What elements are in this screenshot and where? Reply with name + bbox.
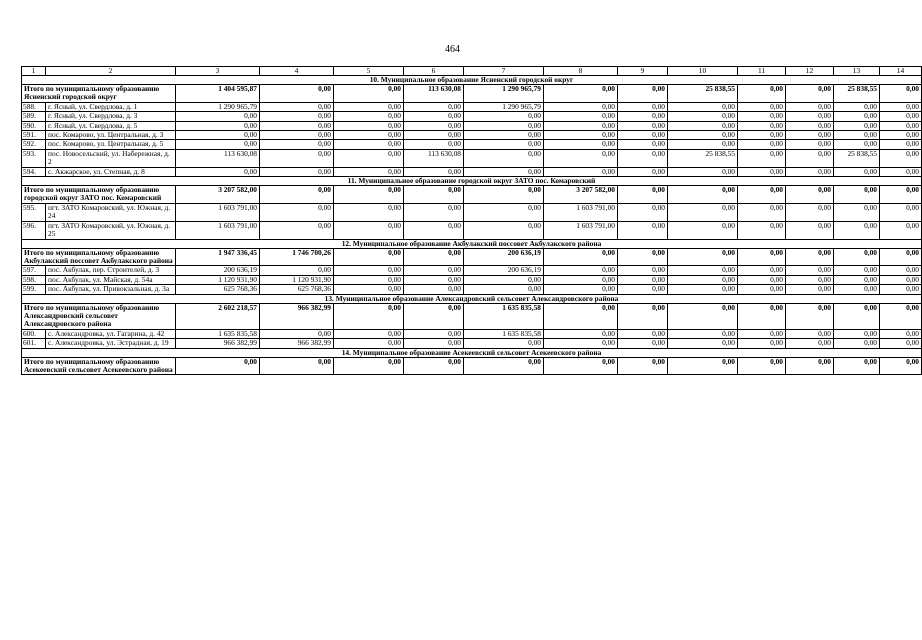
row-value: 1 603 791,00 [544,203,618,221]
row-value: 0,00 [544,339,618,348]
row-value: 0,00 [176,121,260,130]
column-number: 4 [260,67,334,76]
section-title: 10. Муниципальное образование Ясненский городской округ [22,76,922,85]
row-value: 0,00 [544,266,618,275]
row-value: 0,00 [834,167,880,176]
row-number: 595. [22,203,46,221]
row-value: 0,00 [176,131,260,140]
row-value: 1 290 965,79 [464,102,544,111]
row-address: с. Александровка, ул. Гагарина, д. 42 [46,329,176,338]
row-value: 0,00 [738,285,786,294]
row-value: 0,00 [464,121,544,130]
row-value: 25 838,55 [834,149,880,167]
row-value: 0,00 [786,131,834,140]
data-table [21,66,922,375]
row-number: 601. [22,339,46,348]
total-value: 3 207 582,00 [544,186,618,204]
row-value: 0,00 [668,102,738,111]
section-title: 11. Муниципальное образование городской округ ЗАТО пос. Комаровский [22,177,922,186]
section-title: 14. Муниципальное образование Асекеевский сельсовет Асекеевского района [22,348,922,357]
row-value: 0,00 [334,121,404,130]
row-address: г. Ясный, ул. Свердлова, д. 1 [46,102,176,111]
total-value: 0,00 [176,357,260,375]
row-value: 0,00 [880,329,922,338]
row-address: с. Александровка, ул. Эстрадная, д. 19 [46,339,176,348]
row-value: 0,00 [786,285,834,294]
row-value: 0,00 [404,121,464,130]
column-number: 7 [464,67,544,76]
row-value: 0,00 [464,140,544,149]
row-value: 0,00 [786,203,834,221]
row-value: 0,00 [334,285,404,294]
row-value: 0,00 [880,266,922,275]
total-value: 0,00 [738,248,786,266]
row-value: 0,00 [334,339,404,348]
total-value: 0,00 [738,85,786,103]
row-value: 0,00 [618,167,668,176]
row-value: 0,00 [668,275,738,284]
row-address: г. Ясный, ул. Свердлова, д. 3 [46,112,176,121]
total-value: 0,00 [880,248,922,266]
row-number: 596. [22,221,46,239]
total-value: 0,00 [668,248,738,266]
row-value: 0,00 [334,131,404,140]
total-value: 0,00 [834,357,880,375]
row-number: 594. [22,167,46,176]
row-value: 0,00 [544,285,618,294]
row-value: 0,00 [738,121,786,130]
row-value: 0,00 [668,167,738,176]
column-number: 1 [22,67,46,76]
row-address: пгт. ЗАТО Комаровский, ул. Южная, д. 25 [46,221,176,239]
row-value: 0,00 [464,221,544,239]
table-row [22,140,922,149]
row-value: 0,00 [464,167,544,176]
total-value: 0,00 [334,85,404,103]
row-value: 0,00 [668,112,738,121]
row-value: 0,00 [786,275,834,284]
total-value: 1 635 835,58 [464,303,544,329]
row-value: 0,00 [880,102,922,111]
row-value: 0,00 [544,275,618,284]
row-value: 625 768,36 [260,285,334,294]
table-row [22,285,922,294]
row-value: 0,00 [880,112,922,121]
row-value: 0,00 [618,275,668,284]
row-value: 0,00 [176,112,260,121]
row-value: 1 603 791,00 [544,221,618,239]
column-number: 8 [544,67,618,76]
section-title: 13. Муниципальное образование Александровский сельсовет Александровского района [22,294,922,303]
row-value: 0,00 [404,221,464,239]
row-value: 0,00 [668,221,738,239]
total-value: 0,00 [834,186,880,204]
total-value: 0,00 [668,186,738,204]
row-value: 0,00 [176,167,260,176]
total-value: 0,00 [404,357,464,375]
row-value: 0,00 [334,275,404,284]
total-value: 0,00 [618,303,668,329]
row-value: 0,00 [544,140,618,149]
total-value: 25 838,55 [834,85,880,103]
total-value: 0,00 [334,357,404,375]
row-value: 0,00 [618,329,668,338]
total-value: 0,00 [786,248,834,266]
row-value: 0,00 [544,149,618,167]
row-value: 0,00 [786,266,834,275]
column-number: 10 [668,67,738,76]
column-number: 13 [834,67,880,76]
total-value: 3 207 582,00 [176,186,260,204]
row-value: 0,00 [618,140,668,149]
row-address: пос. Новосельский, ул. Набережная, д. 2 [46,149,176,167]
table-row [22,112,922,121]
total-value: 1 746 700,26 [260,248,334,266]
row-value: 0,00 [404,167,464,176]
row-value: 0,00 [334,149,404,167]
row-value: 0,00 [738,112,786,121]
row-value: 0,00 [786,121,834,130]
column-number: 14 [880,67,922,76]
row-value: 0,00 [834,329,880,338]
total-value: 0,00 [786,357,834,375]
row-value: 1 290 965,79 [176,102,260,111]
section-total-row [22,303,922,329]
row-value: 0,00 [668,140,738,149]
row-value: 0,00 [260,221,334,239]
total-value: 200 636,19 [464,248,544,266]
total-value: 1 290 965,79 [464,85,544,103]
row-address: пос. Акбулак, ул. Привокзальная, д. 3а [46,285,176,294]
row-value: 0,00 [618,112,668,121]
row-value: 0,00 [464,131,544,140]
row-value: 0,00 [880,275,922,284]
row-value: 0,00 [834,102,880,111]
total-value: 0,00 [668,357,738,375]
row-value: 0,00 [834,203,880,221]
row-value: 1 120 931,90 [260,275,334,284]
row-value: 113 630,08 [404,149,464,167]
row-value: 0,00 [260,140,334,149]
row-value: 0,00 [834,221,880,239]
total-value: 0,00 [880,357,922,375]
row-value: 0,00 [260,131,334,140]
page-number: 464 [445,44,460,55]
row-value: 0,00 [404,131,464,140]
row-value: 0,00 [834,131,880,140]
total-value: 0,00 [786,85,834,103]
row-value: 0,00 [618,221,668,239]
row-number: 592. [22,140,46,149]
total-label: Итого по муниципальному образованию Ясненский городской округ [22,85,176,103]
section-title: 12. Муниципальное образование Акбулакский поссовет Акбулакского района [22,239,922,248]
row-value: 0,00 [738,140,786,149]
total-value: 0,00 [334,248,404,266]
row-value: 113 630,08 [176,149,260,167]
row-value: 0,00 [786,112,834,121]
row-value: 0,00 [834,140,880,149]
row-value: 0,00 [260,266,334,275]
row-value: 0,00 [618,131,668,140]
row-value: 0,00 [786,339,834,348]
row-value: 0,00 [260,203,334,221]
section-total-row [22,85,922,103]
row-value: 0,00 [260,167,334,176]
row-value: 200 636,19 [176,266,260,275]
section-header-row [22,348,922,357]
row-address: пос. Акбулак, пер. Строителей, д. 3 [46,266,176,275]
row-value: 0,00 [668,339,738,348]
total-label: Итого по муниципальному образованию Александровский сельсовет Александровского района [22,303,176,329]
row-value: 0,00 [786,140,834,149]
row-value: 0,00 [260,121,334,130]
row-value: 0,00 [334,203,404,221]
row-value: 0,00 [260,102,334,111]
row-value: 966 382,99 [176,339,260,348]
row-value: 0,00 [738,339,786,348]
row-value: 0,00 [738,102,786,111]
column-number: 11 [738,67,786,76]
total-value: 0,00 [786,186,834,204]
row-value: 0,00 [738,131,786,140]
column-number: 6 [404,67,464,76]
section-header-row [22,239,922,248]
row-value: 1 120 931,90 [176,275,260,284]
row-address: г. Ясный, ул. Свердлова, д. 5 [46,121,176,130]
row-value: 0,00 [738,167,786,176]
total-value: 0,00 [260,186,334,204]
row-value: 200 636,19 [464,266,544,275]
total-value: 0,00 [260,357,334,375]
row-value: 0,00 [880,221,922,239]
row-value: 0,00 [618,121,668,130]
row-value: 1 635 835,58 [176,329,260,338]
total-value: 113 630,08 [404,85,464,103]
row-number: 591. [22,131,46,140]
row-value: 0,00 [834,339,880,348]
row-value: 0,00 [834,275,880,284]
row-value: 0,00 [880,140,922,149]
row-value: 0,00 [668,203,738,221]
total-value: 0,00 [738,303,786,329]
column-number: 9 [618,67,668,76]
total-value: 0,00 [334,186,404,204]
column-number: 2 [46,67,176,76]
total-value: 0,00 [544,303,618,329]
row-value: 0,00 [786,102,834,111]
total-value: 2 602 218,57 [176,303,260,329]
total-value: 0,00 [404,186,464,204]
row-value: 0,00 [334,266,404,275]
total-value: 0,00 [738,357,786,375]
total-value: 0,00 [404,303,464,329]
row-value: 0,00 [404,275,464,284]
row-value: 0,00 [404,266,464,275]
table-row [22,149,922,167]
row-number: 589. [22,112,46,121]
row-value: 0,00 [834,266,880,275]
row-value: 0,00 [464,285,544,294]
row-number: 600. [22,329,46,338]
row-value: 0,00 [404,102,464,111]
row-value: 0,00 [880,149,922,167]
total-value: 966 382,99 [260,303,334,329]
row-value: 0,00 [834,121,880,130]
row-value: 0,00 [668,121,738,130]
row-value: 0,00 [464,339,544,348]
row-value: 0,00 [404,329,464,338]
column-number: 12 [786,67,834,76]
total-value: 0,00 [544,85,618,103]
table-row [22,339,922,348]
row-value: 0,00 [618,203,668,221]
row-value: 0,00 [834,112,880,121]
section-total-row [22,248,922,266]
row-value: 0,00 [786,329,834,338]
row-value: 0,00 [464,203,544,221]
row-value: 0,00 [544,112,618,121]
row-value: 0,00 [464,112,544,121]
row-value: 0,00 [786,149,834,167]
row-value: 0,00 [618,285,668,294]
total-value: 0,00 [618,186,668,204]
row-value: 0,00 [880,339,922,348]
row-value: 0,00 [464,149,544,167]
row-number: 588. [22,102,46,111]
row-value: 0,00 [334,140,404,149]
section-total-row [22,186,922,204]
row-value: 0,00 [334,221,404,239]
row-value: 0,00 [618,266,668,275]
row-value: 0,00 [544,121,618,130]
total-value: 0,00 [334,303,404,329]
row-number: 593. [22,149,46,167]
row-value: 25 838,55 [668,149,738,167]
total-value: 25 838,55 [668,85,738,103]
total-value: 0,00 [834,303,880,329]
row-value: 0,00 [880,121,922,130]
row-address: пос. Комарово, ул. Центральная, д. 3 [46,131,176,140]
row-address: пгт. ЗАТО Комаровский, ул. Южная, д. 24 [46,203,176,221]
row-value: 0,00 [880,203,922,221]
row-value: 0,00 [738,221,786,239]
row-value: 0,00 [668,285,738,294]
total-value: 0,00 [834,248,880,266]
total-value: 0,00 [668,303,738,329]
row-value: 0,00 [738,329,786,338]
total-label: Итого по муниципальному образованию Асекеевский сельсовет Асекеевского района [22,357,176,375]
total-value: 0,00 [544,248,618,266]
row-value: 0,00 [260,329,334,338]
row-value: 0,00 [464,275,544,284]
section-total-row [22,357,922,375]
row-value: 0,00 [404,112,464,121]
column-number: 5 [334,67,404,76]
total-value: 0,00 [618,357,668,375]
row-value: 0,00 [738,203,786,221]
row-value: 0,00 [334,102,404,111]
row-value: 0,00 [668,266,738,275]
total-label: Итого по муниципальному образованию Акбулакский поссовет Акбулакского района [22,248,176,266]
row-value: 1 603 791,00 [176,221,260,239]
row-value: 1 603 791,00 [176,203,260,221]
row-value: 0,00 [404,203,464,221]
row-value: 0,00 [260,149,334,167]
row-value: 0,00 [544,102,618,111]
row-value: 0,00 [544,167,618,176]
table-row [22,102,922,111]
row-number: 599. [22,285,46,294]
row-value: 0,00 [404,339,464,348]
total-value: 0,00 [880,303,922,329]
row-address: с. Акжарское, ул. Степная, д. 8 [46,167,176,176]
row-value: 966 382,99 [260,339,334,348]
total-value: 0,00 [880,85,922,103]
row-value: 0,00 [334,167,404,176]
row-value: 0,00 [260,112,334,121]
row-value: 0,00 [880,285,922,294]
section-header-row [22,294,922,303]
table-row [22,221,922,239]
column-number: 3 [176,67,260,76]
row-value: 0,00 [786,167,834,176]
row-value: 1 635 835,58 [464,329,544,338]
total-value: 1 404 595,87 [176,85,260,103]
table-row [22,266,922,275]
total-value: 1 947 336,45 [176,248,260,266]
total-value: 0,00 [260,85,334,103]
table-row [22,203,922,221]
row-value: 0,00 [618,102,668,111]
row-value: 0,00 [880,167,922,176]
total-value: 0,00 [544,357,618,375]
row-value: 0,00 [668,131,738,140]
row-value: 0,00 [176,140,260,149]
total-value: 0,00 [404,248,464,266]
row-value: 0,00 [834,285,880,294]
row-value: 0,00 [544,329,618,338]
row-value: 0,00 [668,329,738,338]
total-value: 0,00 [786,303,834,329]
row-value: 0,00 [880,131,922,140]
total-value: 0,00 [738,186,786,204]
total-value: 0,00 [464,186,544,204]
row-number: 597. [22,266,46,275]
row-value: 0,00 [618,149,668,167]
row-address: пос. Акбулак, ул. Майская, д. 54а [46,275,176,284]
total-value: 0,00 [618,85,668,103]
total-value: 0,00 [618,248,668,266]
row-value: 0,00 [786,221,834,239]
row-number: 598. [22,275,46,284]
row-value: 0,00 [738,266,786,275]
total-value: 0,00 [880,186,922,204]
total-value: 0,00 [464,357,544,375]
row-value: 0,00 [404,285,464,294]
row-address: пос. Комарово, ул. Центральная, д. 5 [46,140,176,149]
row-value: 625 768,36 [176,285,260,294]
row-value: 0,00 [334,112,404,121]
row-value: 0,00 [738,149,786,167]
row-value: 0,00 [544,131,618,140]
row-number: 590. [22,121,46,130]
row-value: 0,00 [738,275,786,284]
total-label: Итого по муниципальному образованию городской округ ЗАТО пос. Комаровский [22,186,176,204]
row-value: 0,00 [404,140,464,149]
row-value: 0,00 [618,339,668,348]
row-value: 0,00 [334,329,404,338]
